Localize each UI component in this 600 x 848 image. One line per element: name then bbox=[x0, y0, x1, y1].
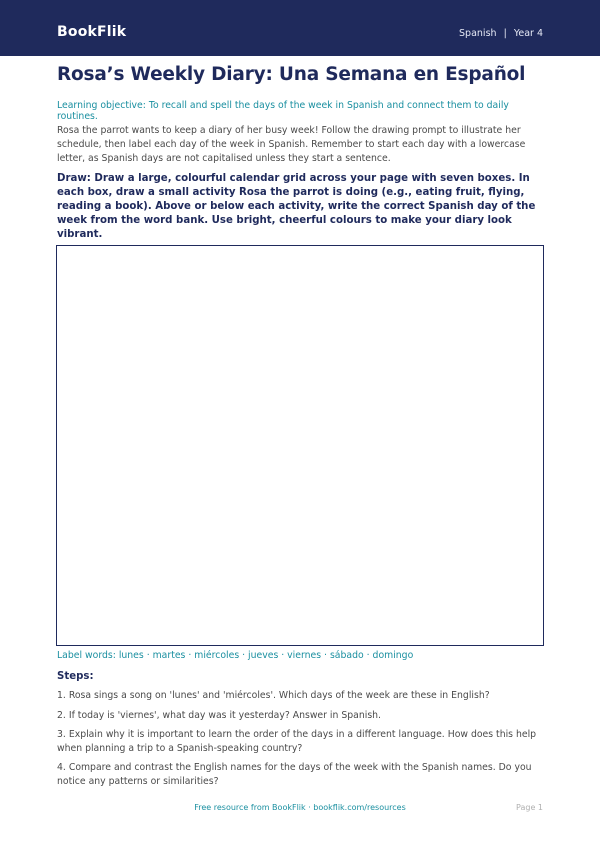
learning-objective: Learning objective: To recall and spell the days of the week in Spanish and connect them to daily routines. bbox=[57, 100, 509, 122]
steps-list bbox=[57, 689, 547, 794]
step-item-1: 1. Rosa sings a song on 'lunes' and 'miércoles'. Which days of the week are these in English? bbox=[57, 690, 490, 701]
brand-logo[interactable]: BookFlik bbox=[57, 24, 127, 40]
page-number: Page 1 bbox=[516, 803, 543, 812]
step-item-2: 2. If today is 'viernes', what day was it yesterday? Answer in Spanish. bbox=[57, 709, 382, 721]
word-bank: Label words: lunes · martes · miércoles · jueves · viernes · sábado · domingo bbox=[57, 650, 414, 661]
subject-year-label bbox=[459, 28, 543, 39]
header-bar bbox=[0, 0, 600, 56]
steps-heading: Steps: bbox=[57, 671, 94, 682]
year-label: Year 4 bbox=[513, 28, 543, 39]
separator: | bbox=[503, 28, 507, 39]
step-item-4: 4. Compare and contrast the English names for the days of the week with the Spanish names. Do you notice any patterns or similarities? bbox=[57, 762, 532, 787]
drawing-prompt: Draw: Draw a large, colourful calendar grid across your page with seven boxes. In each box, draw a small activity Rosa the parrot is doing (e.g., eating fruit, flying, reading a book). Above or below each activity, write the correct Spanish day of the week from the word bank. Use bright, cheerful colours to make your diary look vibrant. bbox=[57, 173, 536, 240]
page-title: Rosa’s Weekly Diary: Una Semana en Español bbox=[57, 64, 526, 85]
footer-link[interactable]: Free resource from BookFlik · bookflik.com/resources bbox=[194, 803, 406, 812]
drawing-area[interactable] bbox=[56, 245, 544, 646]
subject-label: Spanish bbox=[459, 28, 497, 39]
intro-paragraph: Rosa the parrot wants to keep a diary of her busy week! Follow the drawing prompt to illustrate her schedule, then label each day of the week in Spanish. Remember to start each day with a lowercase letter, as Spanish days are not capitalised unless they start a sentence. bbox=[57, 125, 526, 164]
step-item-3: 3. Explain why it is important to learn the order of the days in a different language. How does this help when planning a trip to a Spanish-speaking country? bbox=[57, 729, 537, 754]
